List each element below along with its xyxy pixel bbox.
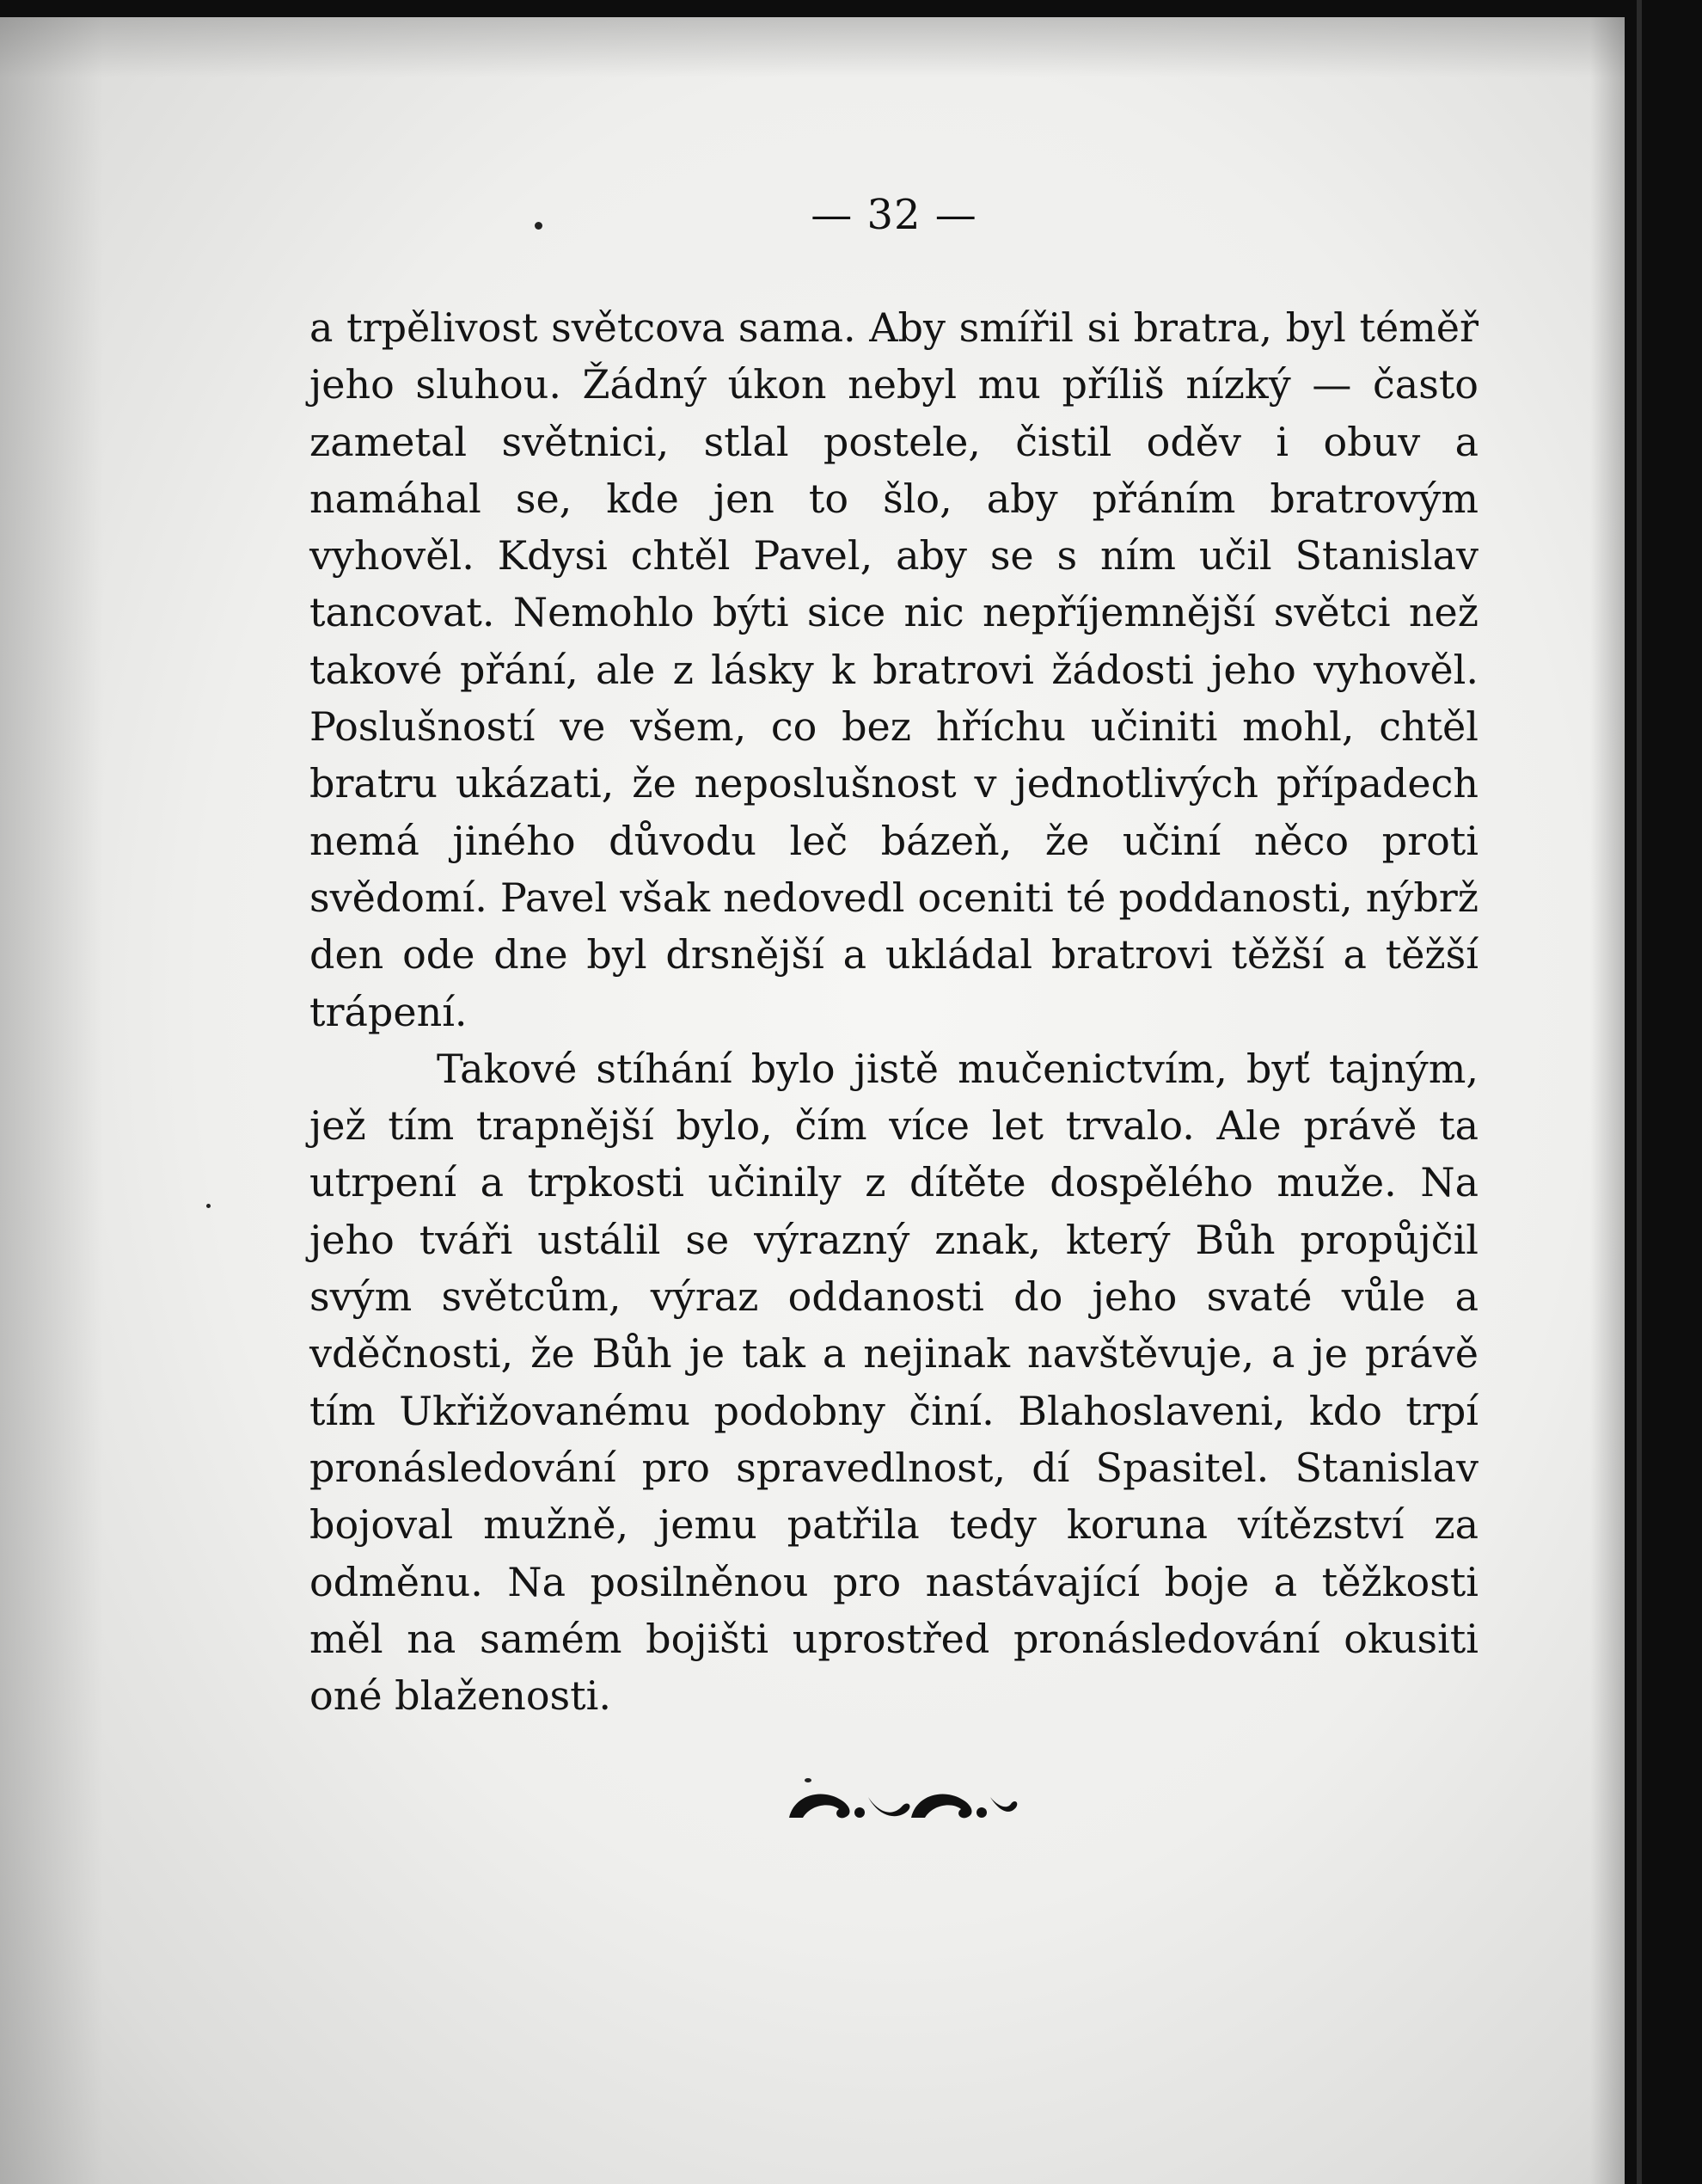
page-number: — 32 — xyxy=(811,191,977,239)
body-text xyxy=(309,299,1479,1724)
left-edge-shadow xyxy=(0,17,103,2184)
ink-speck xyxy=(206,1204,211,1208)
paragraph-1: a trpělivost světcova sama. Aby smířil si bratra, byl téměř jeho sluhou. Žádný úkon nebyl mu příliš nízký — často zametal světnici, stlal postele, čistil oděv i obuv a namáhal se, kde jen to šlo, aby přáním bratrovým vyhověl. Kdysi chtěl Pavel, aby se s ním učil Stanislav tancovat. Nemohlo býti sice nic nepříjemnější světci než takové přání, ale z lásky k bratrovi žádosti jeho vyhověl. Poslušností ve všem, co bez hříchu učiniti mohl, chtěl bratru ukázati, že neposlušnost v jednotlivých případech nemá jiného důvodu leč bázeň, že učiní něco proti svědomí. Pavel však nedovedl oceniti té poddanosti, nýbrž den ode dne byl drsnější a ukládal bratrovi těžší a těžší trápení. xyxy=(309,304,1479,1035)
paragraph-2: Takové stíhání bylo jistě mučenictvím, byť tajným, jež tím trapnější bylo, čím více let trvalo. Ale právě ta utrpení a trpkosti učinily z dítěte dospělého muže. Na jeho tváři ustálil se výrazný znak, který Bůh propůjčil svým světcům, výraz oddanosti do jeho svaté vůle a vděčnosti, že Bůh je tak a nejinak navštěvuje, a je právě tím Ukřižovanému podobny činí. Blahoslaveni, kdo trpí pronásledování pro spravedlnost, dí Spasitel. Stanislav bojoval mužně, jemu patřila tedy koruna vítězství za odměnu. Na posilněnou pro nastávající boje a těžkosti měl na samém bojišti uprostřed pronásledování okusiti oné blaženosti. xyxy=(309,1045,1479,1720)
adjacent-page-edge xyxy=(1637,0,1642,2184)
decorative-vignette-icon xyxy=(782,1780,1019,1828)
right-edge-shadow xyxy=(1590,17,1625,2184)
top-edge-shadow xyxy=(0,17,1625,77)
